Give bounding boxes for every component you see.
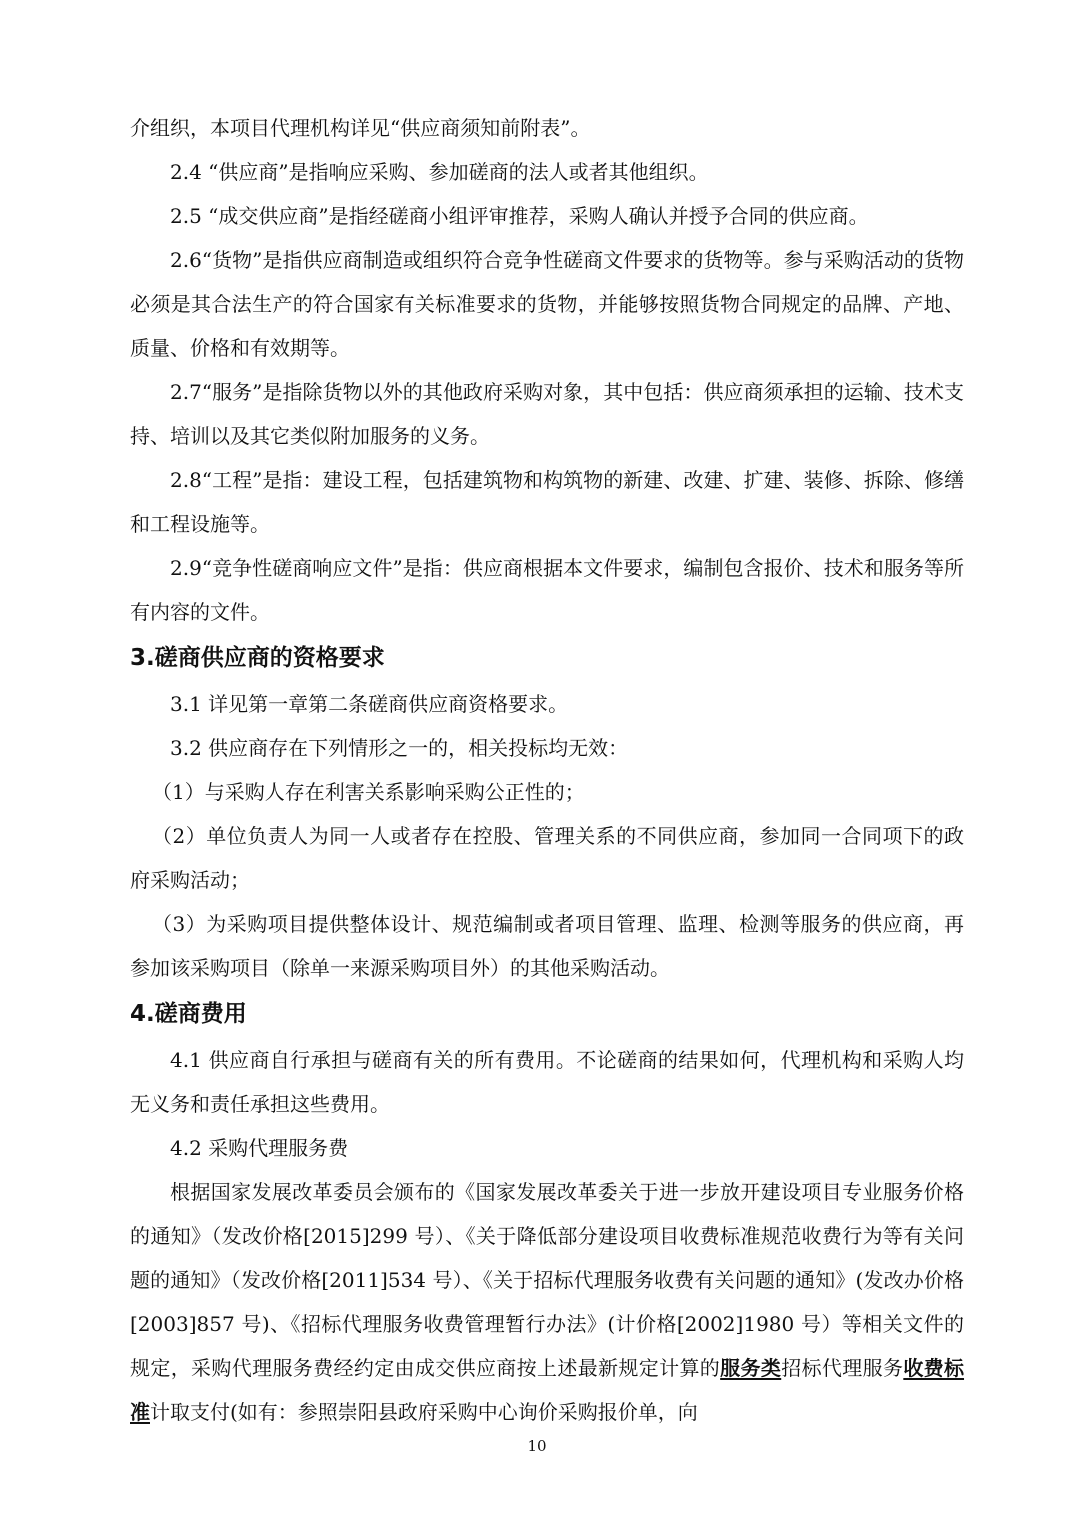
paragraph-2-6: 2.6“货物”是指供应商制造或组织符合竞争性磋商文件要求的货物等。参与采购活动的货物必须是其合法生产的符合国家有关标准要求的货物，并能够按照货物合同规定的品牌、产地、质量、价格和有效期等。 bbox=[130, 248, 964, 360]
fee-category-emphasis: 服务类 bbox=[720, 1356, 782, 1380]
fee-basis-text: 根据国家发展改革委员会颁布的《国家发展改革委关于进一步放开建设项目专业服务价格的通知》（发改价格[2015]299 号）、《关于降低部分建设项目收费标准规范收费行为等有关问题的通知》（发改价格[2011]534 号）、《关于招标代理服务收费有关问题的通知》(发改办价格[2003]857 号)、《招标代理服务收费管理暂行办法》(计价格[2002]1980 号）等相关文件的规定，采购代理服务费经约定由成交供应商按上述最新规定计算的 bbox=[130, 1180, 964, 1380]
paragraph-2-5: 2.5 “成交供应商”是指经磋商小组评审推荐，采购人确认并授予合同的供应商。 bbox=[170, 204, 869, 228]
paragraph-3-2: 3.2 供应商存在下列情形之一的，相关投标均无效： bbox=[170, 736, 629, 760]
list-item-3-2-1: （1）与采购人存在利害关系影响采购公正性的； bbox=[152, 780, 585, 804]
paragraph-fee-basis bbox=[130, 1170, 964, 1434]
paragraph-2-8: 2.8“工程”是指：建设工程，包括建筑物和构筑物的新建、改建、扩建、装修、拆除、修缮和工程设施等。 bbox=[130, 468, 964, 536]
page-body bbox=[130, 106, 964, 1434]
paragraph-2-9: 2.9“竞争性磋商响应文件”是指：供应商根据本文件要求，编制包含报价、技术和服务等所有内容的文件。 bbox=[130, 556, 964, 624]
paragraph-4-1: 4.1 供应商自行承担与磋商有关的所有费用。不论磋商的结果如何，代理机构和采购人均无义务和责任承担这些费用。 bbox=[130, 1048, 964, 1116]
fee-service-text: 招标代理服务 bbox=[781, 1356, 904, 1380]
paragraph-3-1: 3.1 详见第一章第二条磋商供应商资格要求。 bbox=[170, 692, 569, 716]
list-item-3-2-2: （2）单位负责人为同一人或者存在控股、管理关系的不同供应商，参加同一合同项下的政府采购活动； bbox=[130, 824, 964, 892]
paragraph-2-4: 2.4 “供应商”是指响应采购、参加磋商的法人或者其他组织。 bbox=[170, 160, 709, 184]
paragraph-2-7: 2.7“服务”是指除货物以外的其他政府采购对象，其中包括：供应商须承担的运输、技术支持、培训以及其它类似附加服务的义务。 bbox=[130, 380, 964, 448]
paragraph-intro: 介组织，本项目代理机构详见“供应商须知前附表”。 bbox=[130, 116, 591, 140]
paragraph-4-2: 4.2 采购代理服务费 bbox=[170, 1136, 349, 1160]
fee-standard-emphasis: 收费标准 bbox=[130, 1356, 965, 1424]
list-item-3-2-3: （3）为采购项目提供整体设计、规范编制或者项目管理、监理、检测等服务的供应商，再参加该采购项目（除单一来源采购项目外）的其他采购活动。 bbox=[130, 912, 964, 980]
section-heading-4: 4.磋商费用 bbox=[130, 1001, 247, 1027]
fee-payment-text: 计取支付(如有：参照崇阳县政府采购中心询价采购报价单，向 bbox=[150, 1400, 698, 1424]
section-heading-3: 3.磋商供应商的资格要求 bbox=[130, 645, 385, 671]
page-number: 10 bbox=[527, 1437, 547, 1455]
